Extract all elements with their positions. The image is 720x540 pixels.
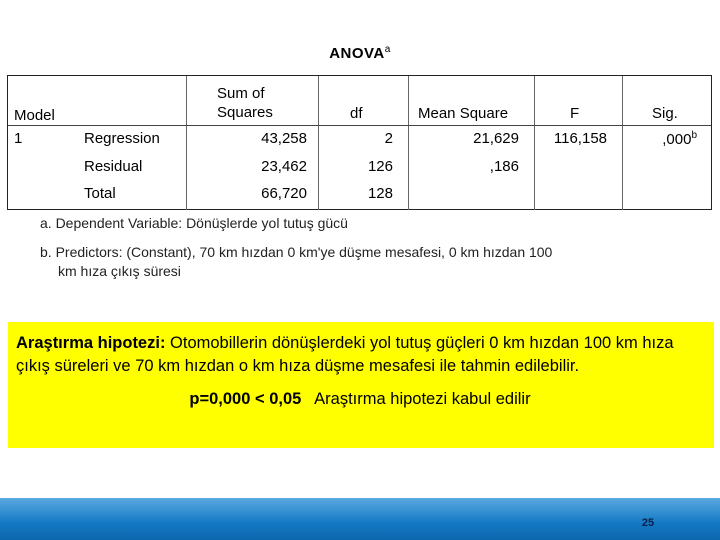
cell-df: 128 <box>367 185 393 202</box>
header-f: F <box>570 105 580 122</box>
header-model: Model <box>14 107 55 124</box>
cell-mean-square: ,186 <box>489 158 519 175</box>
cell-sig-superscript: b <box>691 130 697 141</box>
footer-bar <box>0 498 720 540</box>
cell-f: 116,158 <box>553 130 607 147</box>
hypothesis-text: Otomobillerin dönüşlerdeki yol tutuş güçleri 0 km hızdan 100 km hıza çıkış süreleri ve 70 km hızdan o km hıza düşme mesafesi ile tahmin edilebilir. <box>16 334 674 375</box>
p-value-comparison: p=0,000 < 0,05 <box>189 390 302 408</box>
hypothesis-statement <box>16 332 704 378</box>
cell-mean-square: 21,629 <box>473 130 519 147</box>
cell-sig <box>662 130 697 148</box>
footnote-a: a. Dependent Variable: Dönüşlerde yol tutuş gücü <box>40 215 348 231</box>
anova-title-text: ANOVA <box>329 45 385 62</box>
hypothesis-label: Araştırma hipotezi: <box>16 334 166 352</box>
cell-sig-value: ,000 <box>662 131 692 148</box>
column-divider <box>318 76 319 210</box>
conclusion-text: Araştırma hipotezi kabul edilir <box>301 390 531 408</box>
header-sum-of-squares: Sum of Squares <box>217 85 273 121</box>
cell-df: 126 <box>367 158 393 175</box>
anova-table <box>7 75 712 210</box>
header-divider <box>8 125 711 126</box>
row-label-total: Total <box>84 185 116 202</box>
anova-title-superscript: a <box>384 44 391 55</box>
hypothesis-box <box>8 322 714 448</box>
column-divider <box>622 76 623 210</box>
header-sig: Sig. <box>652 105 678 122</box>
cell-sum-of-squares: 23,462 <box>261 158 307 175</box>
model-number: 1 <box>14 130 23 147</box>
footnote-b-line1: b. Predictors: (Constant), 70 km hızdan 0 km'ye düşme mesafesi, 0 km hızdan 100 <box>40 244 553 260</box>
page-number: 25 <box>641 517 655 529</box>
hypothesis-conclusion <box>16 388 704 411</box>
column-divider <box>186 76 187 210</box>
cell-sum-of-squares: 66,720 <box>261 185 307 202</box>
column-divider <box>534 76 535 210</box>
cell-df: 2 <box>384 130 393 147</box>
cell-sum-of-squares: 43,258 <box>261 130 307 147</box>
header-mean-square: Mean Square <box>418 105 509 122</box>
anova-title <box>0 44 720 62</box>
header-df: df <box>350 105 363 122</box>
row-label-residual: Residual <box>84 158 143 175</box>
footnote-b-line2: km hıza çıkış süresi <box>58 263 181 279</box>
row-label-regression: Regression <box>84 130 160 147</box>
column-divider <box>408 76 409 210</box>
